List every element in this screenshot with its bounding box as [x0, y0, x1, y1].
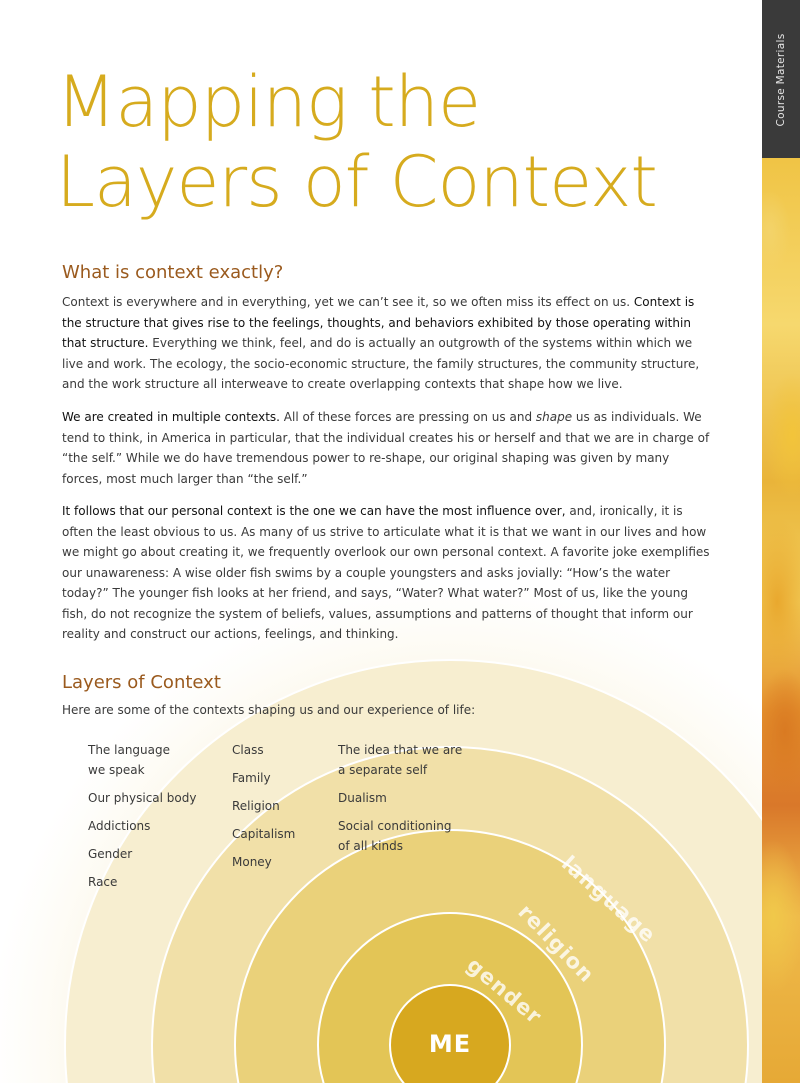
title-line-1: Mapping the [56, 61, 481, 143]
title-line-2: Layers of Context [56, 141, 657, 223]
section-heading-layers: Layers of Context [62, 672, 221, 693]
watercolor-side-strip [762, 158, 800, 1083]
paragraph-personal-context: It follows that our personal context is the one we can have the most influence over, and, ironically, it is often the least obvious to us. As many of us strive to articulate what it is that we want in our lives and how we might go about creating it, we frequently overlook our own personal context. A favorite joke exemplifies our unawareness: A wise older fish swims by a couple youngsters and asks jovially: “How’s the water today?” The younger fish looks at her friend, and says, “Water? What water?” Most of us, like the young fish, do not recognize the system of beliefs, values, assumptions and patterns of thought that inform our reality and construct our actions, feelings, and thinking. [62, 504, 710, 641]
context-item: The language we speak [88, 743, 171, 777]
context-item: Dualism [338, 791, 387, 805]
context-item: Money [232, 855, 272, 869]
context-item: The idea that we are a separate self [338, 743, 463, 777]
course-materials-tab[interactable] [762, 0, 800, 158]
context-item: Religion [232, 799, 280, 813]
layers-intro: Here are some of the contexts shaping us and our experience of life: [62, 703, 476, 717]
context-item: Gender [88, 847, 133, 861]
ring-label-religion: religion [513, 899, 600, 988]
context-item: Race [88, 875, 118, 889]
context-item: Addictions [88, 819, 151, 833]
section-heading-context: What is context exactly? [62, 262, 284, 283]
context-item: Class [232, 743, 264, 757]
paragraph-context-definition: Context is everywhere and in everything, yet we can’t see it, so we often miss its effect on us. Context is the structure that gives rise to the feelings, thoughts, and behaviors exhibited by those operating within that structure. Everything we think, feel, and do is actually an outgrowth of the systems within which we live and work. The ecology, the socio-economic structure, the family structures, the community structure, and the work structure all interweave to create overlapping contexts that shape how we live. [62, 295, 700, 391]
center-label-me: ME [428, 1030, 472, 1058]
context-item: Social conditioning of all kinds [338, 819, 452, 853]
course-materials-label: Course Materials [775, 33, 787, 127]
paragraph-multiple-contexts: We are created in multiple contexts. All of these forces are pressing on us and shape us as individuals. We tend to think, in America in particular, that the individual creates his or herself and that we are in charge of “the self.” While we do have tremendous power to re-shape, our original shaping was given by many forces, most much larger than “the self.” [62, 410, 710, 486]
ring-label-gender: gender [462, 952, 547, 1029]
context-item: Our physical body [88, 791, 197, 805]
context-item: Family [232, 771, 271, 785]
page-title [56, 62, 657, 222]
context-item: Capitalism [232, 827, 296, 841]
ring-label-language: language [556, 851, 661, 948]
